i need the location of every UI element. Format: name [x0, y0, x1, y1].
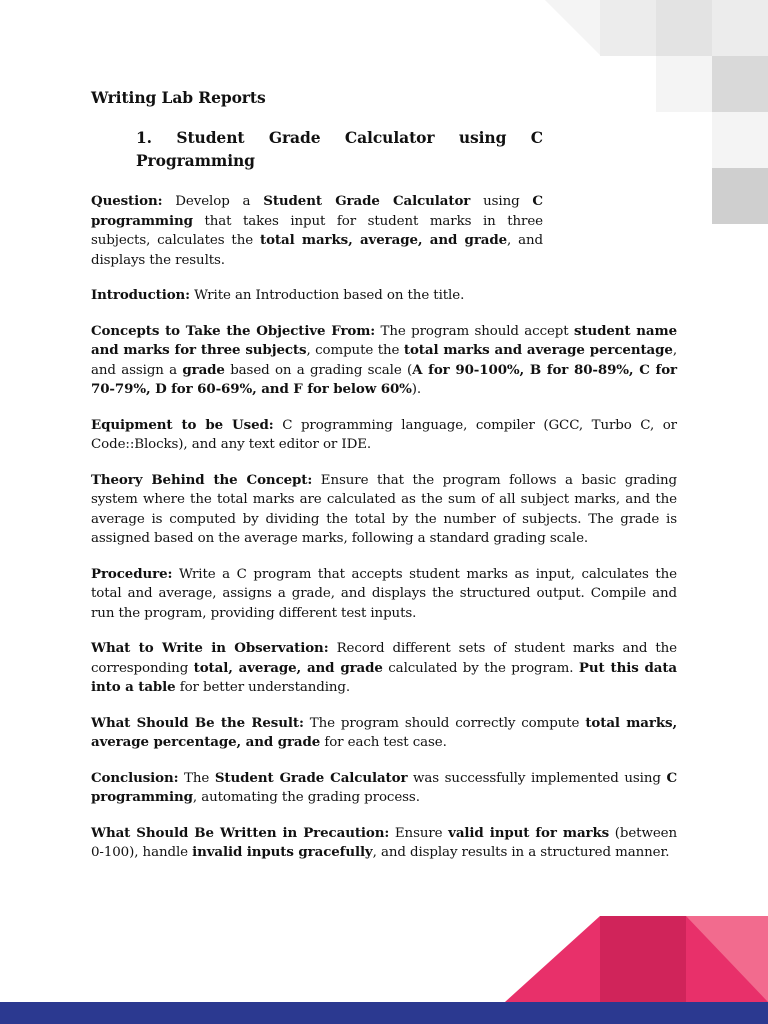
conclusion-label: Conclusion:	[91, 769, 179, 786]
precaution-bold: invalid inputs gracefully	[192, 844, 373, 860]
observation-bold: total, average, and grade	[193, 659, 383, 676]
document-title: Writing Lab Reports	[91, 88, 266, 107]
heading-line-2: Programming	[136, 151, 255, 170]
concepts-bold: student name and marks for three subjects	[91, 322, 677, 358]
observation-label: What to Write in Observation:	[91, 640, 329, 656]
concepts-bold: grade	[182, 361, 225, 378]
question-label: Question:	[91, 193, 163, 209]
corner-square	[600, 0, 656, 56]
heading-word: using	[458, 128, 507, 147]
conclusion-text: was successfully implemented using	[407, 770, 667, 786]
concepts-text: The program should accept	[375, 323, 574, 339]
procedure-paragraph	[91, 565, 677, 624]
question-paragraph	[91, 192, 543, 270]
precaution-text: (between 0-100), handle	[91, 825, 677, 860]
result-bold: total marks, average percentage, and grade	[91, 714, 678, 750]
corner-square	[712, 168, 768, 224]
concepts-bold: total marks and average percentage	[403, 342, 673, 358]
corner-triangle	[505, 916, 768, 1002]
question-text: , and displays the results.	[91, 233, 544, 268]
question-text: Develop a	[162, 194, 264, 209]
heading-word: Student	[176, 128, 245, 147]
question-text: using	[470, 194, 533, 209]
concepts-label: Concepts to Take the Objective From:	[91, 322, 376, 339]
result-text: The program should correctly compute	[303, 715, 586, 731]
procedure-label: Procedure:	[91, 565, 173, 582]
concepts-text: , compute the	[306, 343, 404, 358]
question-bold: Student Grade Calculator	[263, 193, 471, 209]
observation-paragraph	[91, 639, 677, 698]
precaution-bold: valid input for marks	[448, 824, 610, 841]
theory-paragraph	[91, 471, 677, 549]
concepts-bold: A for 90-100%, B for 80-89%, C for 70-79%, D for 60-69%, and F for below 60%	[91, 361, 677, 397]
question-text: that takes input for student marks in three subjects, calculates the	[91, 213, 543, 248]
question-bold: C programming	[91, 193, 543, 229]
observation-bold: Put this data into a table	[91, 659, 678, 695]
concepts-paragraph	[91, 322, 677, 400]
concepts-text: , and assign a	[91, 343, 677, 378]
precaution-paragraph	[91, 824, 677, 863]
result-text: for each test case.	[320, 735, 447, 750]
footer-bar	[0, 1002, 768, 1024]
heading-word: Calculator	[344, 128, 435, 147]
corner-square	[712, 112, 768, 168]
question-bold: total marks, average, and grade	[259, 232, 508, 248]
corner-triangle	[686, 916, 768, 1002]
precaution-label: What Should Be Written in Precaution:	[91, 824, 390, 841]
conclusion-text: The	[178, 770, 215, 786]
result-paragraph	[91, 714, 677, 753]
concepts-text: based on a grading scale (	[224, 362, 413, 378]
heading-word: Grade	[268, 128, 321, 147]
heading-word: C	[530, 128, 543, 147]
corner-square	[545, 0, 600, 55]
section-heading	[136, 126, 543, 172]
corner-square	[712, 56, 768, 112]
result-label: What Should Be the Result:	[91, 714, 304, 731]
conclusion-bold: Student Grade Calculator	[214, 769, 408, 786]
conclusion-paragraph	[91, 769, 677, 808]
theory-label: Theory Behind the Concept:	[91, 471, 313, 488]
precaution-text: Ensure	[389, 825, 449, 841]
equipment-paragraph	[91, 416, 677, 455]
heading-number: 1.	[136, 128, 152, 147]
procedure-text: Write a C program that accepts student marks as input, calculates the total and average, assigns a grade, and displays the structured output. Compile and run the program, providing different test inputs.	[91, 566, 677, 621]
conclusion-bold: C programming	[91, 769, 678, 805]
equipment-label: Equipment to be Used:	[91, 416, 274, 433]
introduction-label: Introduction:	[91, 287, 191, 303]
observation-text: calculated by the program.	[382, 660, 579, 676]
document-body	[91, 88, 677, 879]
precaution-text: , and display results in a structured manner.	[372, 845, 670, 860]
introduction-text: Write an Introduction based on the title.	[190, 288, 465, 303]
corner-triangle	[600, 916, 686, 1002]
conclusion-text: , automating the grading process.	[192, 790, 420, 805]
concepts-text: ).	[411, 382, 422, 397]
theory-text: Ensure that the program follows a basic grading system where the total marks are calculated as the sum of all subject marks, and the average is computed by dividing the total by the number of subjects. The grade is assigned based on the average marks, following a standard grading scale.	[91, 472, 677, 546]
corner-square	[712, 0, 768, 56]
equipment-text: C programming language, compiler (GCC, Turbo C, or Code::Blocks), and any text editor or IDE.	[91, 417, 677, 452]
introduction-paragraph	[91, 286, 677, 306]
observation-text: for better understanding.	[175, 680, 351, 695]
corner-square	[656, 0, 712, 56]
observation-text: Record different sets of student marks and the corresponding	[91, 641, 677, 676]
